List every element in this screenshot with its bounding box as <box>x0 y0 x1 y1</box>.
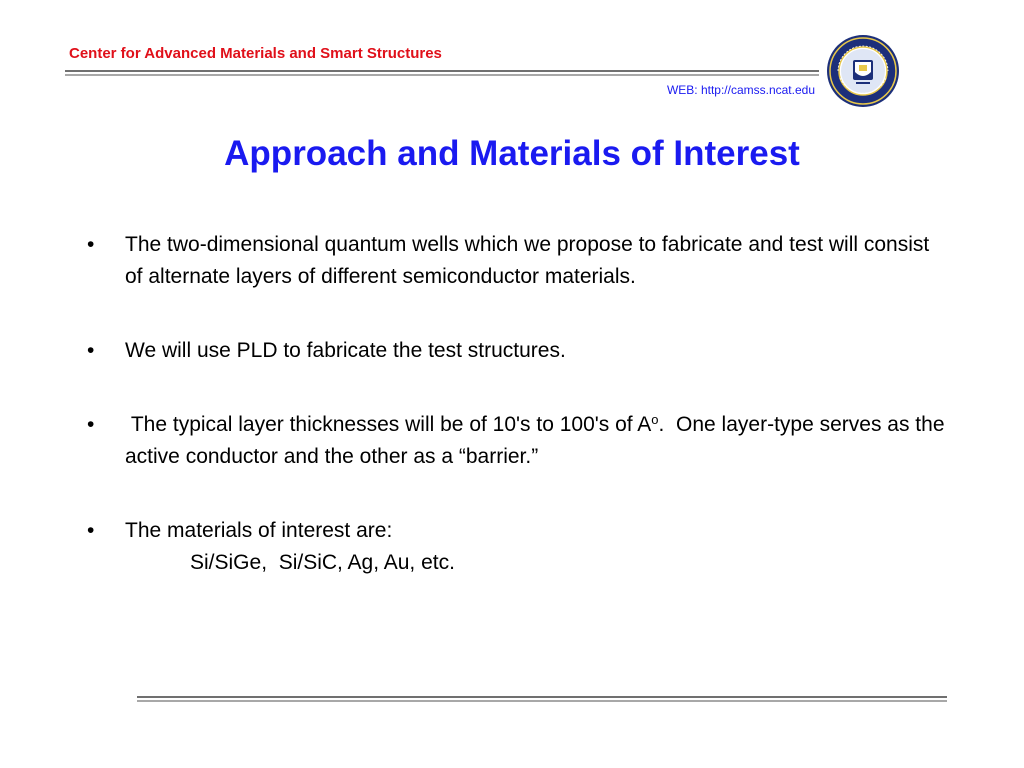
bullet-text: The two-dimensional quantum wells which we propose to fabricate and test will consist of alternate layers of different semiconductor materials. <box>125 233 930 288</box>
slide-title: Approach and Materials of Interest <box>224 134 800 173</box>
footer-rule-top <box>137 696 947 698</box>
bullet-text-part: The typical layer thicknesses will be of 10's to 100's of A <box>125 413 652 436</box>
bullet-dot: • <box>87 413 95 436</box>
bullet-text: The materials of interest are: <box>125 519 393 542</box>
bullet-text <box>125 409 951 473</box>
angstrom-superscript: o <box>651 412 659 427</box>
bullet-item <box>87 515 947 579</box>
bullet-dot: • <box>87 339 95 362</box>
header-rule-top <box>65 70 819 72</box>
bullet-item <box>87 229 947 293</box>
bullet-body <box>125 515 947 579</box>
footer-rule-bottom <box>137 700 947 702</box>
bullet-item <box>87 409 951 473</box>
bullet-list <box>87 229 951 621</box>
bullet-text-part: . One layer-type serves as the active conductor and the other as a “barrier.” <box>125 413 951 468</box>
bullet-item <box>87 335 947 367</box>
materials-list: Si/SiGe, Si/SiC, Ag, Au, etc. <box>190 551 455 574</box>
org-name: Center for Advanced Materials and Smart Structures <box>69 45 442 62</box>
header-rule-bottom <box>65 74 819 76</box>
bullet-dot: • <box>87 519 95 542</box>
university-seal-icon <box>826 34 900 108</box>
bullet-dot: • <box>87 233 95 256</box>
web-address[interactable]: WEB: http://camss.ncat.edu <box>666 83 815 97</box>
bullet-text: We will use PLD to fabricate the test structures. <box>125 339 566 362</box>
